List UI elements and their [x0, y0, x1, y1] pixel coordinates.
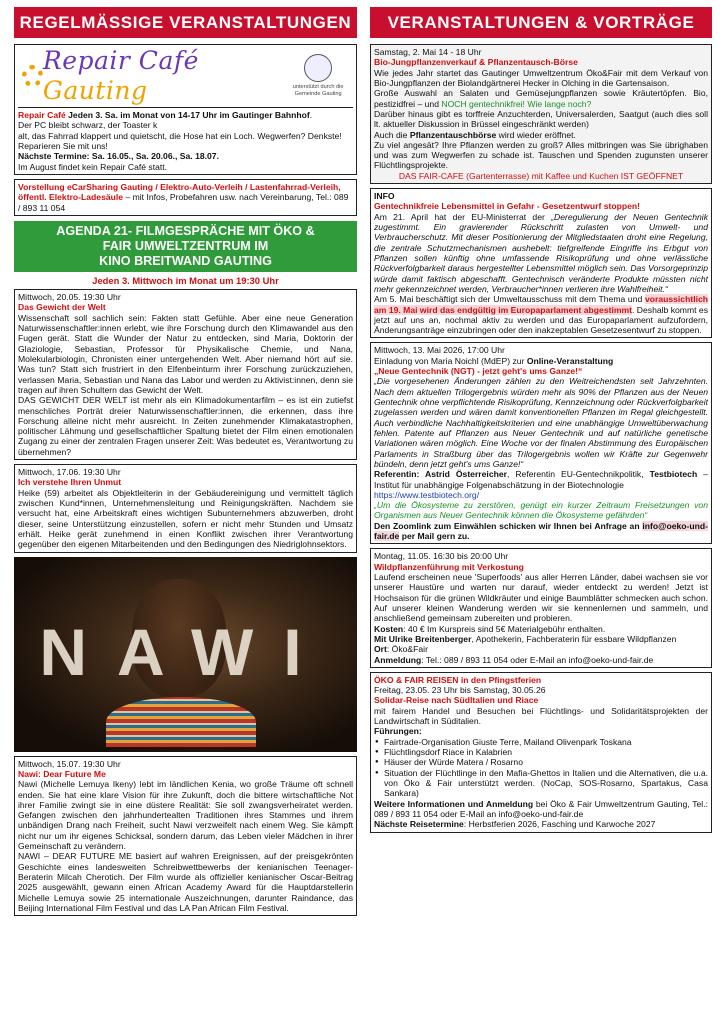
- testbiotech-link[interactable]: https://www.testbiotech.org/: [374, 489, 480, 500]
- email-link[interactable]: info@oeko-und-fair.de: [374, 520, 708, 542]
- municipality-seal: unterstützt durch die Gemeinde Gauting: [287, 54, 349, 97]
- repair-cafe-logo: [18, 45, 353, 107]
- logo-title: Repair Café Gauting: [42, 46, 199, 105]
- left-header: REGELMÄSSIGE VERANSTALTUNGEN: [14, 7, 357, 38]
- poster-necklace: [106, 697, 256, 747]
- nawi-film-poster: [14, 557, 357, 752]
- list-item: ● Fairtrade-Organisation Giuste Terre, Mailand Olivenpark Toskana: [374, 737, 708, 747]
- poster-title: NAWI: [39, 614, 332, 689]
- right-header: VERANSTALTUNGEN & VORTRÄGE: [370, 7, 712, 38]
- bio-plant-sale-box: Samstag, 2. Mai 14 - 18 Uhr Bio-Jungpflanzenverkauf & Pflanzentausch-Börse Wie jedes Jahr startet das Gautinger Umweltzentrum Öko&Fair mit dem Verkauf von Bio-Jungpflanzen der Biolandgärtnerei Hecker in Olching in die Gartensaison. Große Auswahl an Salaten und Gemüsejungpflanzen sowie Kräutertöpfen. Bio, pestizidfrei – und NOCH gentechnikfrei! Wie lange noch? Darüber hinaus gibt es torffreie Anzuchterden, Universalerden, Saatgut (auch dies soll lt. aktueller Diskussion in Brüssel eingeschränkt werden) Auch die Pflanzentauschbörse wird wieder eröffnet. Zu viel angesät? Ihre Pflanzen werden zu groß? Alles mitbringen was Sie übrighaben und was zum Wegwerfen zu schade ist. Tauschen und Spenden zugunsten unserer Flüchtlingsprojekte. DAS FAIR-CAFE (Gartenterrasse) mit Kaffee und Kuchen IST GEÖFFNET: [370, 44, 712, 184]
- list-item: ● Situation der Flüchtlinge in den Mafia-Ghettos in Italien und die Alternativen, die u.a. von Öko & Fair unterstützt werden. (NoCap, SOS-Rosarno, Spartakus, Casa Sankara): [374, 768, 708, 799]
- ecarsharing-box: Vorstellung eCarSharing Gauting / Elektro-Auto-Verleih / Lastenfahrrad-Verleih, öffentl. Elektro-Ladesäule – mit Infos, Probefahren usw. nach Vereinbarung, Tel.: 089 / 893 11 054: [14, 179, 357, 216]
- coat-of-arms-icon: [304, 54, 332, 82]
- repair-cafe-box: [14, 44, 357, 175]
- film-3-box: Mittwoch, 15.07. 19:30 Uhr Nawi: Dear Future Me Nawi (Michelle Lemuya Ikeny) lebt im ländlichen Kenia, wo große Träume oft schnell enden. Sie hat eine klare Vision für ihre Zukunft, doch die bittere wirtschaftliche Not ihrer Familie zwingt sie in eine düstere Realität: Sie soll zwangsverheiratet werden. Gefangen zwischen den jahrhundertealten Traditionen ihres Stammes und ihrem unbändigen Drang nach Freiheit, sucht Nawi verzweifelt nach einem Weg. Sie kämpft nicht nur um ihr eigenes Schicksal, sondern darum, das Leben vieler Mädchen in ihrer Gemeinschaft zu verändern. NAWI – DEAR FUTURE ME basiert auf wahren Ereignissen, auf der preisgekrönten Geschichte eines landesweiten Schreibwettbewerbs der kenianischen Teenager-Beraterin Milcah Cherotich. Der Film wurde als offizieller kenianischer Oscar-Beitrag 2025 ausgewählt, gewann einen African Academy Award für die Hauptdarstellerin Michelle Lemuya sowie 25 internationale Auszeichnungen, darunter Raindance, das Beijing International Film Festival und das LA Pan African Film Festival.: [14, 756, 357, 917]
- info-gmo-box: INFO Gentechnikfreie Lebensmittel in Gefahr - Gesetzentwurf stoppen! Am 21. April hat der EU-Ministerrat der „Deregulierung der Neuen Gentechnik zugestimmt. Ein gravierender Rückschritt zulasten von Umwelt- und Verbraucherschutz. Mit dieser Positionierung der Mitgliedstaaten droht eine Regelung, die zentrale Schutzmechanismen aushebelt: tiefgreifende Eingriffe ins Erbgut von Pflanzen sollen künftig ohne umfassende Risikoprüfung und ohne verlässliche Rückverfolgbarkeit daraus hergestellter Lebensmittel möglich sein. Das Vorsorgeprinzip würde damit faktisch abgeschafft. Gentechnisch veränderte Produkte müssten nicht mehr gekennzeichnet werden, Verbraucher*innen verlieren ihre Wahlfreiheit.“ Am 5. Mai beschäftigt sich der Umweltausschuss mit dem Thema und voraussichtlich am 19. Mai wird das endgültig im Europaparlament abgestimmt. Deshalb kommt es jetzt auf uns an, nochmal aktiv zu werden und das Europaparlament aufzufordern, Änderungsanträge einzubringen oder den inakzeptablen Gesetzesentwurf zu stoppen.: [370, 188, 712, 338]
- list-item: ● Flüchtlingsdorf Riace in Kalabrien: [374, 747, 708, 757]
- wild-plant-walk-box: Montag, 11.05. 16:30 bis 20:00 Uhr Wildpflanzenführung mit Verkostung Laufend erscheinen neue 'Superfoods' aus aller Herren Länder, dabei wachsen sie vor unserer Haustüre und warten nur darauf, wieder entdeckt zu werden! Jetzt ist Hochsaison für die grünen Wildkräuter und einige Baumblätter schmecken auch schon. Auf unserer kleinen Wanderung werden wir sie kennenlernen und sammeln, und anschließend gemeinsam zubereiten und probieren. Kosten: 40 € Im Kurspreis sind 5€ Materialgebühr enthalten. Mit Ulrike Breitenberger, Apothekerin, Fachberaterin für essbare Wildpflanzen Ort: Öko&Fair Anmeldung: Tel.: 089 / 893 11 054 oder E-Mail an info@oeko-und-fair.de: [370, 548, 712, 667]
- film-1-box: Mittwoch, 20.05. 19:30 Uhr Das Gewicht der Welt Wissenschaft soll sachlich sein: Fakten statt Gefühle. Aber eine neue Generation Naturwissenschaftler:innen erlebt, wie ihre Forschung durch den Klimawandel aus den Fugen gerät. Statt die Wunder der Natur zu entdecken, sind Maria, Doktorin der Glaziologie, Sebastian, Professor für Physikalische Chemie, und Nana, Molekularbiologin, Chronisten einer untergehenden Welt. Aber niemand hört auf sie. Was tun? Statt sich frustriert in den Elfenbeinturm ihrer Forschung zurückzuziehen, verlassen Maria, Sebastian und Nana das Labor und werden zu Aktivist:innen, denn sie tragen auf ihren Schultern das Gewicht der Welt. DAS GEWICHT DER WELT ist mehr als ein Klimadokumentarfilm – es ist ein zutiefst menschliches Porträt dreier Naturwissenschaftler:innen, die erkennen, dass ihre Forschung alleine nicht mehr ausreicht. In Zeiten zunehmender Klimakatastrophen, politischer Lähmung und gesellschaftlicher Spaltung bietet der Film einen emotionalen Zugang zu einer der zentralen Fragen unserer Zeit: Was bedeutet es, Verantwortung zu übernehmen?: [14, 289, 357, 460]
- left-column: [14, 0, 357, 916]
- travel-box: ÖKO & FAIR REISEN in den Pfingstferien Freitag, 23.05. 23 Uhr bis Samstag, 30.05.26 Solidar-Reise nach SüdItalien und Riace mit fairem Handel und Besuchen bei Flüchtlings- und Solidaritätsprojekten der Landwirtschaft in Süditalien. Führungen: ● Fairtrade-Organisation Giuste Terre, Mailand Olivenpark Toskana ● Flüchtlingsdorf Riace in Kalabrien ● Häuser der Würde Matera / Rosarno ● Situation der Flüchtlinge in den Mafia-Ghettos in Italien und die Alternativen, die u.a. von Öko & Fair unterstützt werden. (NoCap, SOS-Rosarno, Spartakus, Casa Sankara) Weitere Informationen und Anmeldung bei Öko & Fair Umweltzentrum Gauting, Tel.: 089 / 893 11 054 oder E-Mail an info@oeko-und-fair.de Nächste Reisetermine: Herbstferien 2026, Fasching und Karwoche 2027: [370, 672, 712, 833]
- list-item: ● Häuser der Würde Matera / Rosarno: [374, 757, 708, 767]
- agenda-subtitle: Jeden 3. Mittwoch im Monat um 19:30 Uhr: [92, 274, 279, 286]
- agenda-banner: AGENDA 21- FILMGESPRÄCHE MIT ÖKO & FAIR UMWELTZENTRUM IM KINO BREITWAND GAUTING: [14, 221, 357, 272]
- repair-cafe-text: Repair Café Jeden 3. Sa. im Monat von 14-17 Uhr im Gautinger Bahnhof. Der PC bleibt schwarz, der Toaster k alt, das Fahrrad klappert und quietscht, die Hose hat ein Loch. Wegwerfen? Denkste! Reparieren Sie mit uns! Nächste Termine: Sa. 16.05., Sa. 20.06., Sa. 18.07. Im August findet kein Repair Café statt.: [18, 107, 353, 172]
- right-column: [370, 0, 712, 833]
- gear-icon: [22, 65, 43, 87]
- tour-list: [374, 737, 708, 799]
- online-event-box: Mittwoch, 13. Mai 2026, 17:00 Uhr Einladung von Maria Noichl (MdEP) zur Online-Veranstaltung „Neue Gentechnik (NGT) - jetzt geht's ums Ganze!“ „Die vorgesehenen Änderungen zählen zu den Weitreichendsten seit Jahrzehnten. Nach dem aktuellen Trilogergebnis würden mehr als 90% der Pflanzen aus der Neuen Gentechnik ohne verpflichtende Risikoprüfung, Kennzeichnung oder Rückverfolgbarkeit zugelassen werden und wären damit konventionellen Pflanzen im Regal gleichgestellt. Auch verbindliche Nachhaltigkeitskriterien und eine unabhängige Umweltüberwachung fehlen. Patente auf Pflanzen aus Neuer Gentechnik und auf natürliche genetische Variationen wären möglich. Eine Woche vor der finalen Abstimmung des Europäischen Parlaments in Straßburg über das Trilogergebnis wollen wir Kräfte zur Gegenwehr bündeln, denn jetzt geht's ums Ganze!“ Referentin: Astrid Österreicher, Referentin EU-Gentechnikpolitik, Testbiotech – Institut für unabhängige Folgenabschätzung in der Biotechnologie https://www.testbiotech.org/ „Um die Ökosysteme zu zerstören, genügt ein kurzer Zeitraum Freisetzungen von Organismen aus Neuer Gentechnik können die Ökosysteme gefährden“ Den Zoomlink zum Einwählen schicken wir Ihnen bei Anfrage an info@oeko-und-fair.de per Mail gern zu.: [370, 342, 712, 544]
- film-2-box: Mittwoch, 17.06. 19:30 Uhr Ich verstehe Ihren Unmut Heike (59) arbeitet als Objektleiterin in der Gebäudereinigung und vermittelt täglich zwischen Kund*innen, Unternehmensleitung und Reinigungskräften. Nachdem sie versucht hat, eine Arbeitskraft eines wichtigen Subunternehmers abzuwerben, droht dieser, seine Unterstützung einzustellen, sofern er nicht mehr Stunden und Umsatz erhält. Heike gerät zunehmend in einen Konflikt zwischen ihrer Verantwortung gegenüber den eigenen Mitarbeitenden und den Bedingungen des Niedriglohnsektors.: [14, 464, 357, 553]
